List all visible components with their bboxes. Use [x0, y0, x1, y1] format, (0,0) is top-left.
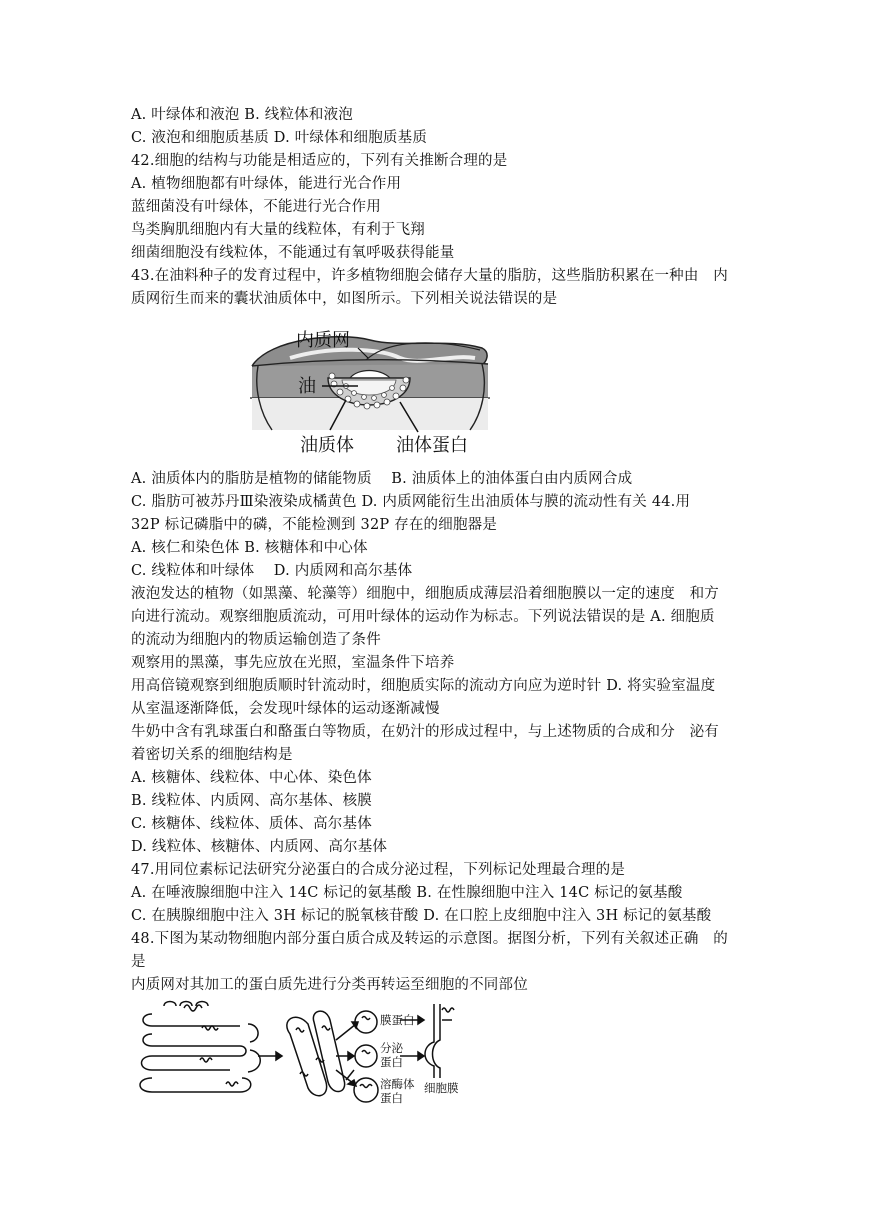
label-lysosome: 蛋白	[380, 1091, 403, 1104]
text-line: A. 核仁和染色体 B. 核糖体和中心体	[131, 540, 368, 556]
text-line: 蓝细菌没有叶绿体，不能进行光合作用	[131, 199, 381, 215]
label-secreted: 蛋白	[380, 1055, 403, 1069]
text-line: C. 线粒体和叶绿体 D. 内质网和高尔基体	[131, 563, 413, 579]
text-line: D. 线粒体、核糖体、内质网、高尔基体	[131, 839, 388, 855]
text-line: 32P 标记磷脂中的磷，不能检测到 32P 存在的细胞器是	[131, 517, 498, 533]
label-cell-membrane: 细胞膜	[424, 1081, 459, 1095]
label-membrane-protein: 膜蛋白	[380, 1013, 415, 1027]
label-oleosome: 油质体	[300, 435, 354, 456]
text-line: A. 叶绿体和液泡 B. 线粒体和液泡	[131, 107, 353, 123]
text-line: 牛奶中含有乳球蛋白和酪蛋白等物质，在奶汁的形成过程中，与上述物质的合成和分 泌有	[131, 724, 719, 740]
text-line: 48.下图为某动物细胞内部分蛋白质合成及转运的示意图。据图分析，下列有关叙述正确 的	[131, 931, 728, 947]
text-line: 47.用同位素标记法研究分泌蛋白的合成分泌过程，下列标记处理最合理的是	[131, 862, 626, 878]
text-line: C. 脂肪可被苏丹Ⅲ染液染成橘黄色 D. 内质网能衍生出油质体与膜的流动性有关 44.用	[131, 494, 691, 510]
text-line: 是	[131, 954, 146, 970]
text-line: 液泡发达的植物（如黑藻、轮藻等）细胞中，细胞质成薄层沿着细胞膜以一定的速度 和方	[131, 586, 719, 602]
text-line: 着密切关系的细胞结构是	[131, 747, 293, 763]
text-line: A. 植物细胞都有叶绿体，能进行光合作用	[131, 176, 402, 192]
text-line: A. 在唾液腺细胞中注入 14C 标记的氨基酸 B. 在性腺细胞中注入 14C 标记的氨基酸	[131, 885, 683, 901]
label-er: 内质网	[296, 330, 350, 351]
text-line: A. 核糖体、线粒体、中心体、染色体	[131, 770, 372, 786]
text-line: 鸟类胸肌细胞内有大量的线粒体，有利于飞翔	[131, 222, 425, 238]
protein-transport-figure	[130, 1000, 476, 1104]
text-line: C. 液泡和细胞质基质 D. 叶绿体和细胞质基质	[131, 130, 428, 146]
text-line: C. 在胰腺细胞中注入 3H 标记的脱氧核苷酸 D. 在口腔上皮细胞中注入 3H 标记的氨基酸	[131, 908, 712, 924]
oleosome-figure	[250, 318, 490, 460]
text-line: 观察用的黑藻，事先应放在光照，室温条件下培养	[131, 655, 455, 671]
text-line: 细菌细胞没有线粒体，不能通过有氧呼吸获得能量	[131, 245, 455, 261]
label-oil: 油	[298, 376, 316, 397]
text-line: A. 油质体内的脂肪是植物的储能物质 B. 油质体上的油体蛋白由内质网合成	[131, 471, 633, 487]
text-line: 向进行流动。观察细胞质流动，可用叶绿体的运动作为标志。下列说法错误的是 A. 细胞质	[131, 609, 715, 625]
text-line: 用高倍镜观察到细胞质顺时针流动时，细胞质实际的流动方向应为逆时针 D. 将实验室温度	[131, 678, 716, 694]
text-line: 内质网对其加工的蛋白质先进行分类再转运至细胞的不同部位	[131, 977, 528, 993]
text-line: 的流动为细胞内的物质运输创造了条件	[131, 632, 381, 648]
label-secreted: 分泌	[380, 1041, 403, 1055]
text-line: 从室温逐渐降低，会发现叶绿体的运动逐渐减慢	[131, 701, 440, 717]
text-line: 42.细胞的结构与功能是相适应的，下列有关推断合理的是	[131, 153, 508, 169]
label-lysosome: 溶酶体	[380, 1077, 415, 1091]
text-line: 质网衍生而来的囊状油质体中，如图所示。下列相关说法错误的是	[131, 291, 558, 307]
text-line: B. 线粒体、内质网、高尔基体、核膜	[131, 793, 372, 809]
text-line: C. 核糖体、线粒体、质体、高尔基体	[131, 816, 372, 832]
text-line: 43.在油料种子的发育过程中，许多植物细胞会储存大量的脂肪，这些脂肪积累在一种由 内	[131, 268, 728, 284]
label-oleosin: 油体蛋白	[396, 435, 468, 456]
